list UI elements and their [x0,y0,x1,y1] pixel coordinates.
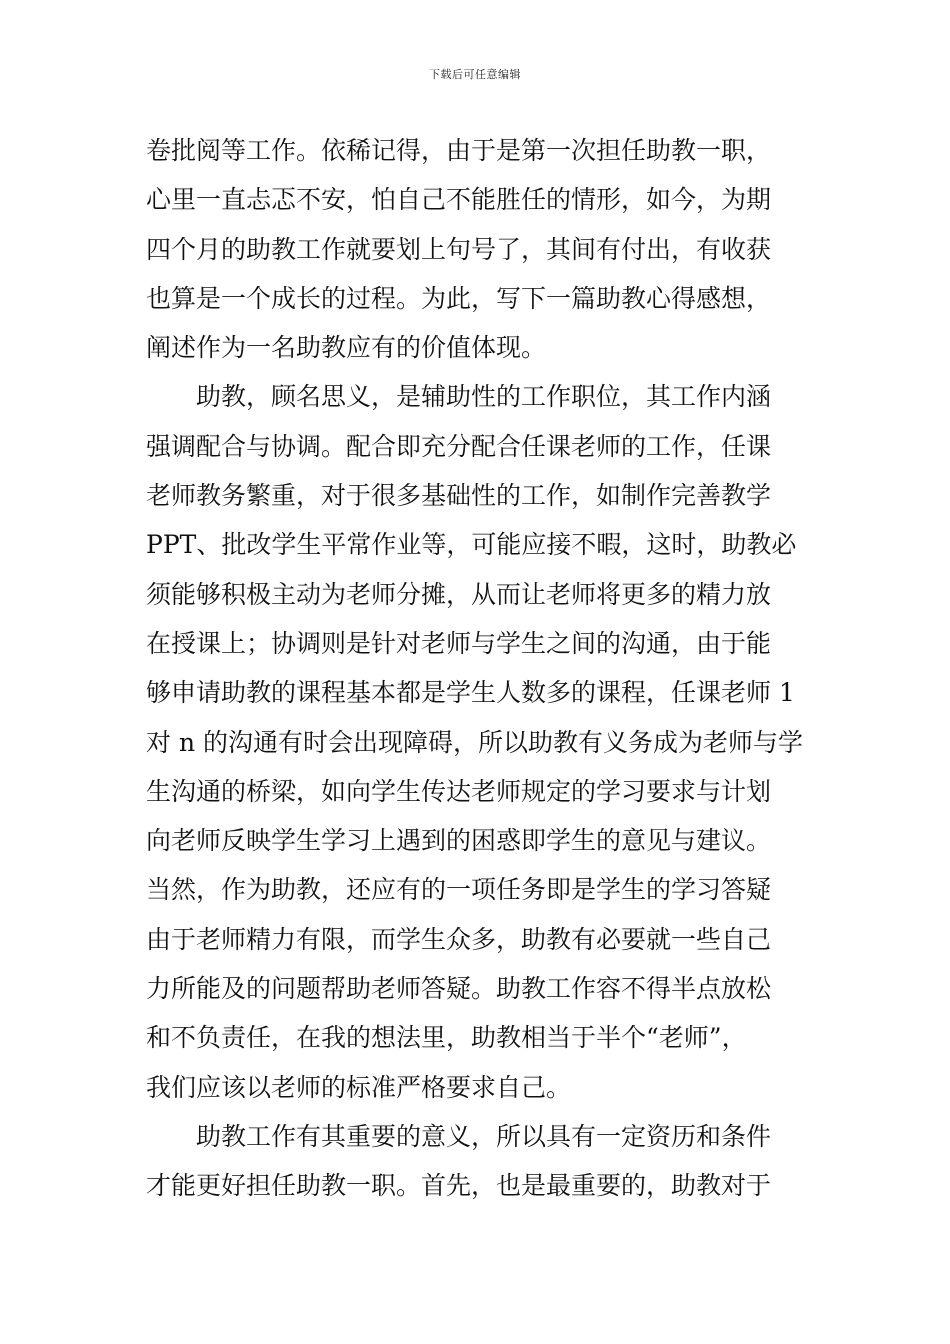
text-line: 四个月的助教工作就要划上句号了，其间有付出，有收获 [146,234,772,264]
text-line: 够申请助教的课程基本都是学生人数多的课程，任课老师 1 [146,678,795,708]
text-line: 也算是一个成长的过程。为此，写下一篇助教心得感想， [146,283,772,313]
page-header: 下载后可任意编辑 [429,68,521,81]
text-line: 心里一直忐忑不安，怕自己不能胜任的情形，如今，为期 [146,185,772,215]
text-line: 卷批阅等工作。依稀记得，由于是第一次担任助教一职， [146,136,772,165]
text-line: 和不负责任，在我的想法里，助教相当于半个“老师”， [146,1023,747,1053]
text-line: 由于老师精力有限，而学生众多，助教有必要就一些自己 [146,924,772,954]
text-line: 我们应该以老师的标准严格要求自己。 [146,1072,572,1102]
text-line: 助教工作有其重要的意义，所以具有一定资历和条件 [146,1121,772,1151]
text-line: 当然，作为助教，还应有的一项任务即是学生的学习答疑 [146,875,772,905]
text-line: 生沟通的桥梁，如向学生传达老师规定的学习要求与计划 [146,776,772,806]
text-line: 强调配合与协调。配合即充分配合任课老师的工作，任课 [146,431,772,461]
text-line: 力所能及的问题帮助老师答疑。助教工作容不得半点放松 [146,974,772,1004]
text-line: 对 n 的沟通有时会出现障碍，所以助教有义务成为老师与学 [146,727,803,757]
text-line: 须能够积极主动为老师分摊，从而让老师将更多的精力放 [146,579,772,609]
text-line: 老师教务繁重，对于很多基础性的工作，如制作完善教学 [146,481,772,511]
text-line: 向老师反映学生学习上遇到的困惑即学生的意见与建议。 [146,826,772,856]
document-body [146,126,806,1211]
text-line: 助教，顾名思义，是辅助性的工作职位，其工作内涵 [146,382,772,412]
text-line: PPT、批改学生平常作业等，可能应接不暇，这时，助教必 [146,530,797,560]
text-line: 才能更好担任助教一职。首先，也是最重要的，助教对于 [146,1171,772,1201]
text-line: 在授课上；协调则是针对老师与学生之间的沟通，由于能 [146,628,772,658]
text-line: 阐述作为一名助教应有的价值体现。 [146,333,547,363]
